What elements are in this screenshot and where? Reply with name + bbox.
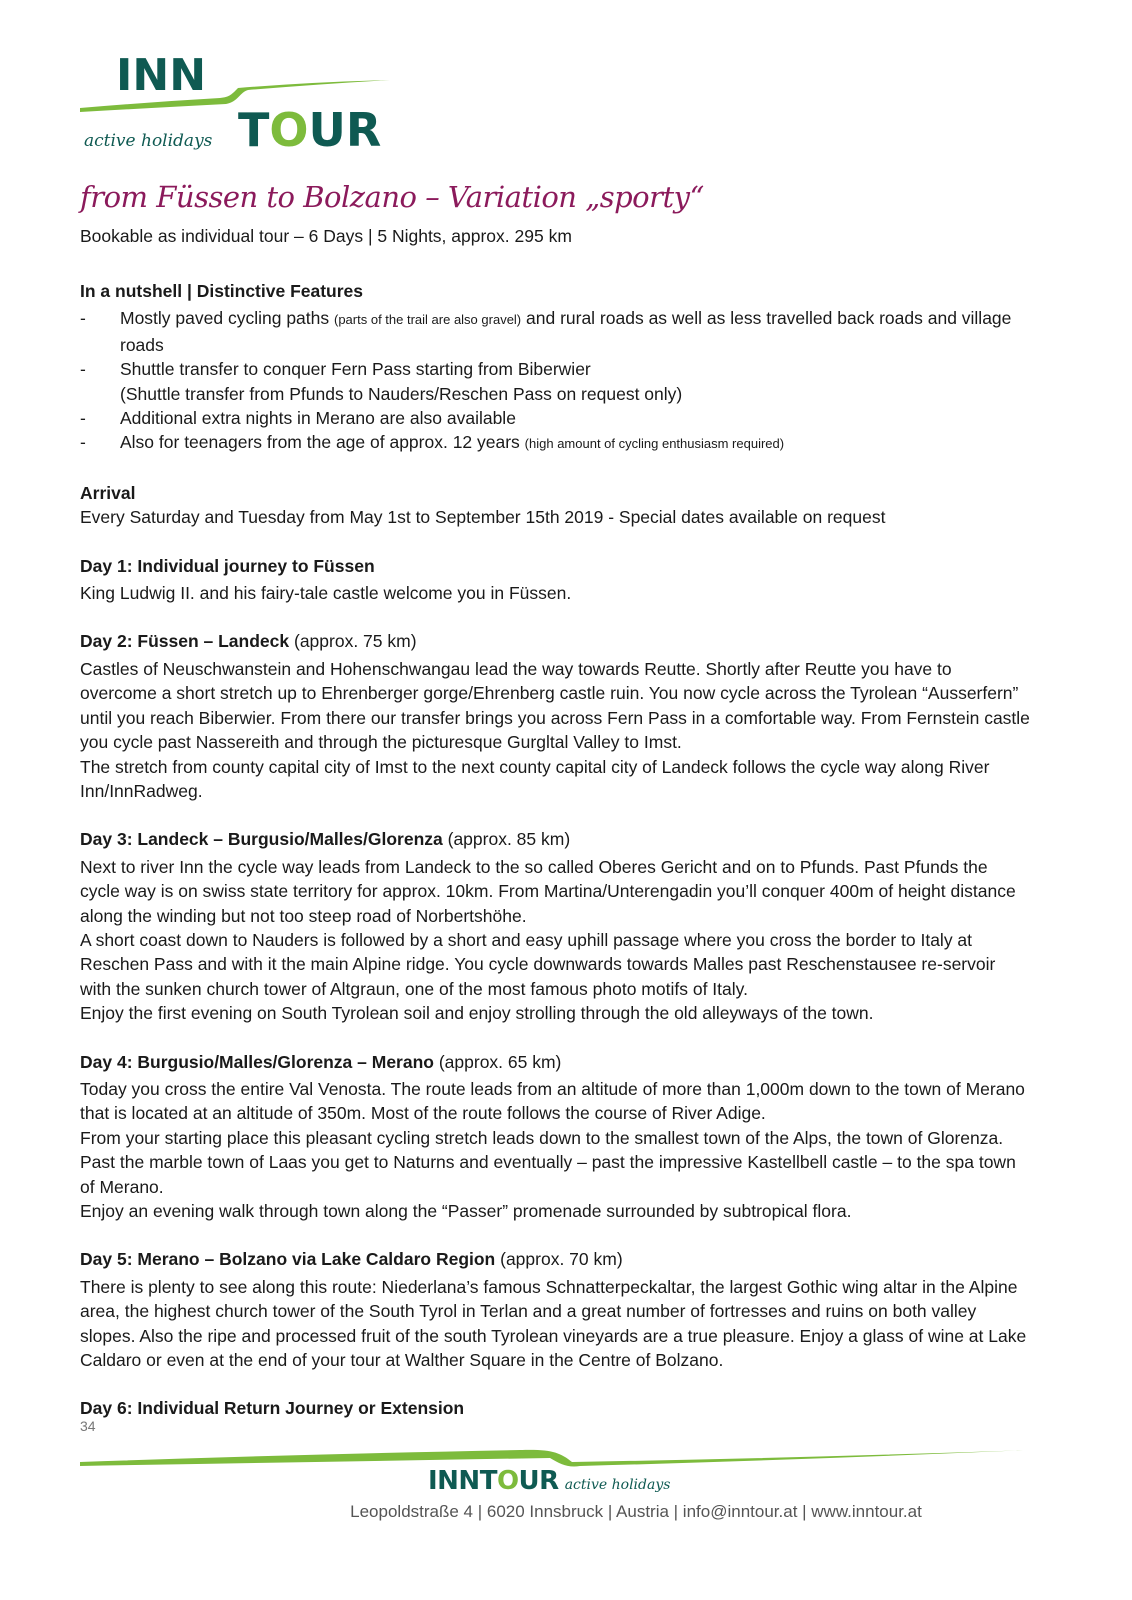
day-heading: Day 6: Individual Return Journey or Extension [80,1398,465,1419]
feature-item [80,430,1030,456]
feature-item [80,406,1030,430]
feature-text: Also for teenagers from the age of approx. 12 years [120,432,525,453]
day-heading: Day 2: Füssen – Landeck (approx. 75 km) [80,631,417,652]
day-heading: Day 3: Landeck – Burgusio/Malles/Glorenza (approx. 85 km) [80,829,571,850]
feature-note: (Shuttle transfer from Pfunds to Nauders/Reschen Pass on request only) [120,383,683,404]
day-text: From your starting place this pleasant cycling stretch leads down to the smallest town of the Alps, the town of Glorenza. Past the marble town of Laas you get to Naturns and eventually – past the impressive Kastellbell castle – to the spa town of Merano. [80,1127,1016,1197]
logo-tour-text: TOUR [238,103,382,157]
features-heading: In a nutshell | Distinctive Features [80,281,364,301]
feature-text: Mostly paved cycling paths [120,308,334,329]
feature-text-cont: and rural roads as well as less travelled back roads and village roads [120,308,1012,355]
day-heading: Day 1: Individual journey to Füssen [80,555,375,576]
footer-logo-text: INNTOUR [428,1466,559,1496]
day-text: Today you cross the entire Val Venosta. The route leads from an altitude of more than 1,000m down to the town of Merano that is located at an altitude of 350m. Most of the route follows the course of River Adige. [80,1078,1025,1124]
day-text: The stretch from county capital city of Imst to the next county capital city of Landeck follows the cycle way along River Inn/InnRadweg. [80,756,990,801]
page-title: from Füssen to Bolzano – Variation „sporty“ [80,180,704,214]
day-text: Next to river Inn the cycle way leads from Landeck to the so called Oberes Gericht and on to Pfunds. Past Pfunds the cycle way is on swiss state territory for approx. 10km. From Martina/Unterengadin you’ll conquer 400m of height distance along the winding but not too steep road of Norbertshöhe. [80,856,1016,926]
day-text: King Ludwig II. and his fairy-tale castle welcome you in Füssen. [80,583,572,604]
document-body [80,279,1030,1421]
inntour-logo [80,50,400,160]
feature-item [80,357,1030,406]
logo-graphic [80,50,400,160]
tour-summary: Bookable as individual tour – 6 Days | 5 Nights, approx. 295 km [80,226,572,246]
logo-inn-text: INN [116,50,207,101]
features-list [80,306,1030,456]
page-number: 34 [80,1418,96,1434]
day-text: Enjoy the first evening on South Tyrolean soil and enjoy strolling through the old alleyways of the town. [80,1003,874,1024]
day-heading: Day 5: Merano – Bolzano via Lake Caldaro Region (approx. 70 km) [80,1249,623,1270]
day-heading: Day 4: Burgusio/Malles/Glorenza – Merano (approx. 65 km) [80,1051,562,1072]
day-text: A short coast down to Nauders is followed by a short and easy uphill passage where you cross the border to Italy at Reschen Pass and with it the main Alpine ridge. You cycle downwards towards Malles past Reschenstausee re-servoir with the sunken church tower of Altgraun, one of the most famous photo motifs of Italy. [80,929,996,999]
day-text: There is plenty to see along this route: Niederlana’s famous Schnatterpeckaltar, the largest Gothic wing altar in the Alpine area, the highest church tower of the South Tyrol in Terlan and a great number of fortresses and ruins on both valley slopes. Also the ripe and processed fruit of the south Tyrolean vineyards are a true pleasure. Enjoy a glass of wine at Lake Caldaro or even at the end of your tour at Walther Square in the Centre of Bolzano. [80,1276,1027,1371]
arrival-text: Every Saturday and Tuesday from May 1st to September 15th 2019 - Special dates available on request [80,507,886,528]
feature-note: (high amount of cycling enthusiasm required) [524,436,785,452]
day-text: Enjoy an evening walk through town along the “Passer” promenade surrounded by subtropical flora. [80,1201,852,1221]
feature-item [80,306,1030,357]
footer-address: Leopoldstraße 4 | 6020 Innsbruck | Austria | info@inntour.at | www.inntour.at [350,1502,922,1521]
footer-tagline: active holidays [564,1477,671,1493]
logo-tagline: active holidays [84,131,213,151]
feature-text: Shuttle transfer to conquer Fern Pass starting from Biberwier [120,359,591,380]
arrival-heading: Arrival [80,482,136,503]
feature-text: Additional extra nights in Merano are also available [120,408,516,429]
footer-logo [428,1466,670,1500]
day-text: Castles of Neuschwanstein and Hohenschwangau lead the way towards Reutte. Shortly after Reutte you have to overcome a short stretch up to Ehrenberger gorge/Ehrenberg castle ruin. You now cycle across the Tyrolean “Ausserfern” until you reach Biberwier. From there our transfer brings you across Fern Pass in a comfortable way. From Fernstein castle you cycle past Nassereith and through the picturesque Gurgltal Valley to Imst. [80,658,1030,753]
feature-note: (parts of the trail are also gravel) [334,312,522,328]
